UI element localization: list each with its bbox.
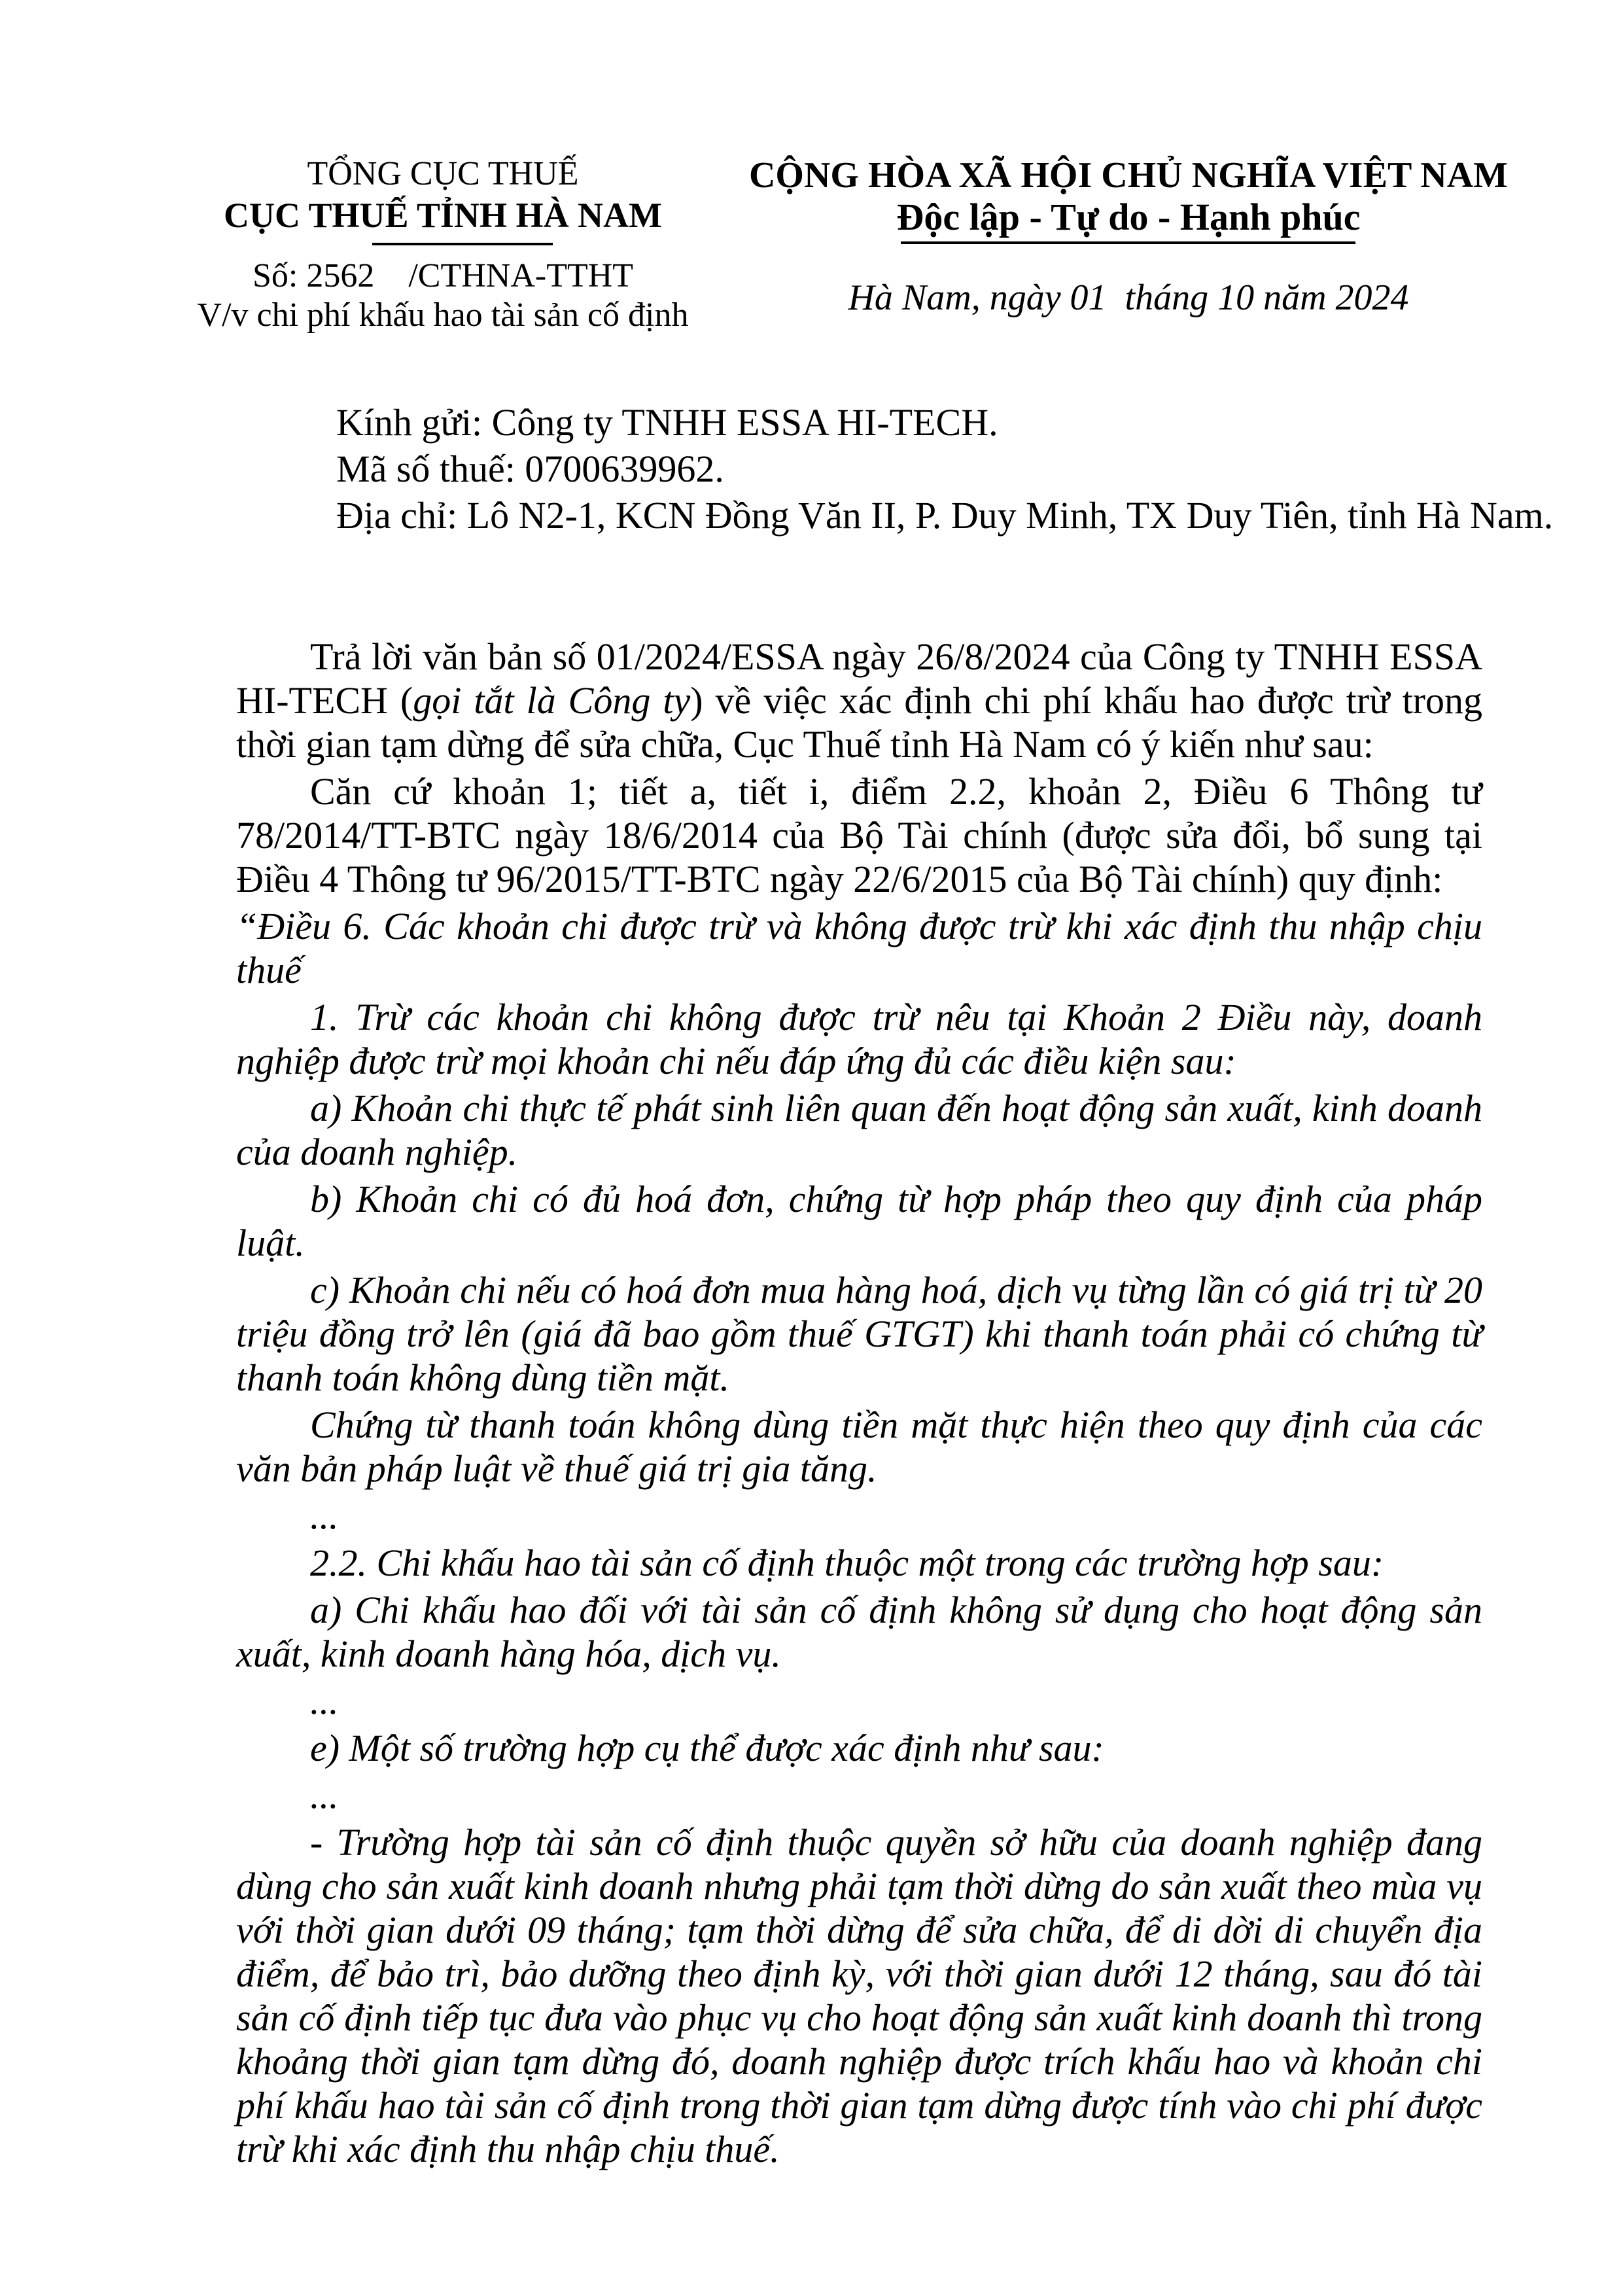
quote-item-a: a) Khoản chi thực tế phát sinh liên quan đến hoạt động sản xuất, kinh doanh của doanh nghiệp. bbox=[236, 1087, 1482, 1173]
quote-suspension-case: - Trường hợp tài sản cố định thuộc quyền sở hữu của doanh nghiệp đang dùng cho sản xuất kinh doanh nhưng phải tạm thời dừng do sản xuất theo mùa vụ với thời gian dưới 09 tháng; tạm thời dừng để sửa chữa, để di dời di chuyển địa điểm, để bảo trì, bảo dưỡng theo định kỳ, với thời gian dưới 12 tháng, sau đó tài sản cố định tiếp tục đưa vào phục vụ cho hoạt động sản xuất kinh doanh thì trong khoảng thời gian tạm dừng đó, doanh nghiệp được trích khấu hao và khoản chi phí khấu hao tài sản cố định trong thời gian tạm dừng được tính vào chi phí được trừ khi xác định thu nhập chịu thuế. bbox=[236, 1821, 1482, 2170]
quote-point-2-2: 2.2. Chi khấu hao tài sản cố định thuộc một trong các trường hợp sau: bbox=[310, 1542, 1384, 1584]
quote-clause-1: 1. Trừ các khoản chi không được trừ nêu tại Khoản 2 Điều này, doanh nghiệp được trừ mọi khoản chi nếu đáp ứng đủ các điều kiện sau: bbox=[236, 996, 1482, 1082]
agency-parent: TỔNG CỤC THUẾ bbox=[307, 155, 579, 192]
quote-item-b: b) Khoản chi có đủ hoá đơn, chứng từ hợp pháp theo quy định của pháp luật. bbox=[236, 1178, 1482, 1264]
document-subject: V/v chi phí khấu hao tài sản cố định bbox=[197, 296, 689, 334]
quote-item-c: c) Khoản chi nếu có hoá đơn mua hàng hoá, dịch vụ từng lần có giá trị từ 20 triệu đồng trở lên (giá đã bao gồm thuế GTGT) khi thanh toán phải có chứng từ thanh toán không dùng tiền mặt. bbox=[236, 1269, 1482, 1399]
ellipsis: ... bbox=[310, 1774, 339, 1816]
ellipsis: ... bbox=[310, 1494, 339, 1537]
motto-underline bbox=[901, 241, 1355, 244]
nation-title: CỘNG HÒA XÃ HỘI CHỦ NGHĨA VIỆT NAM bbox=[748, 155, 1509, 196]
reply-text-end: ) về việc xác định chi phí khấu hao được trừ trong thời gian tạm dừng để sửa chữa, Cục Thuế tỉnh Hà Nam có ý kiến như sau: bbox=[236, 679, 1482, 766]
reply-text: Trả lời văn bản số 01/2024/ESSA ngày 26/8/2024 của Công ty TNHH ESSA HI-TECH ( bbox=[236, 635, 1482, 722]
ellipsis: ... bbox=[310, 1680, 339, 1722]
letter-body bbox=[236, 635, 1482, 2174]
address-line: Địa chỉ: Lô N2-1, KCN Đồng Văn II, P. Duy Minh, TX Duy Tiên, tỉnh Hà Nam. bbox=[336, 494, 1554, 537]
legal-basis-paragraph: Căn cứ khoản 1; tiết a, tiết i, điểm 2.2, khoản 2, Điều 6 Thông tư 78/2014/TT-BTC ngày 18/6/2014 của Bộ Tài chính (được sửa đổi, bổ sung tại Điều 4 Thông tư 96/2015/TT-BTC ngày 22/6/2015 của Bộ Tài chính) quy định: bbox=[236, 770, 1482, 900]
quote-article-title: “Điều 6. Các khoản chi được trừ và không được trừ khi xác định thu nhập chịu thuế bbox=[236, 905, 1482, 991]
document-number: Số: 2562 /CTHNA-TTHT bbox=[252, 257, 634, 294]
reply-alias: gọi tắt là Công ty bbox=[413, 679, 691, 722]
recipient-line: Kính gửi: Công ty TNHH ESSA HI-TECH. bbox=[336, 401, 998, 444]
quote-payment-note: Chứng từ thanh toán không dùng tiền mặt thực hiện theo quy định của các văn bản pháp luật về thuế giá trị gia tăng. bbox=[236, 1404, 1482, 1490]
agency-underline bbox=[372, 243, 553, 245]
quote-2-2-item-e: e) Một số trường hợp cụ thể được xác định như sau: bbox=[310, 1727, 1104, 1769]
national-motto: Độc lập - Tự do - Hạnh phúc bbox=[896, 196, 1361, 238]
tax-code-line: Mã số thuế: 0700639962. bbox=[336, 448, 724, 490]
document-date: Hà Nam, ngày 01 tháng 10 năm 2024 bbox=[848, 277, 1409, 318]
reply-paragraph bbox=[236, 635, 1482, 766]
agency-name: CỤC THUẾ TỈNH HÀ NAM bbox=[223, 196, 663, 235]
quote-2-2-item-a: a) Chi khấu hao đối với tài sản cố định không sử dụng cho hoạt động sản xuất, kinh doanh hàng hóa, dịch vụ. bbox=[236, 1589, 1482, 1675]
